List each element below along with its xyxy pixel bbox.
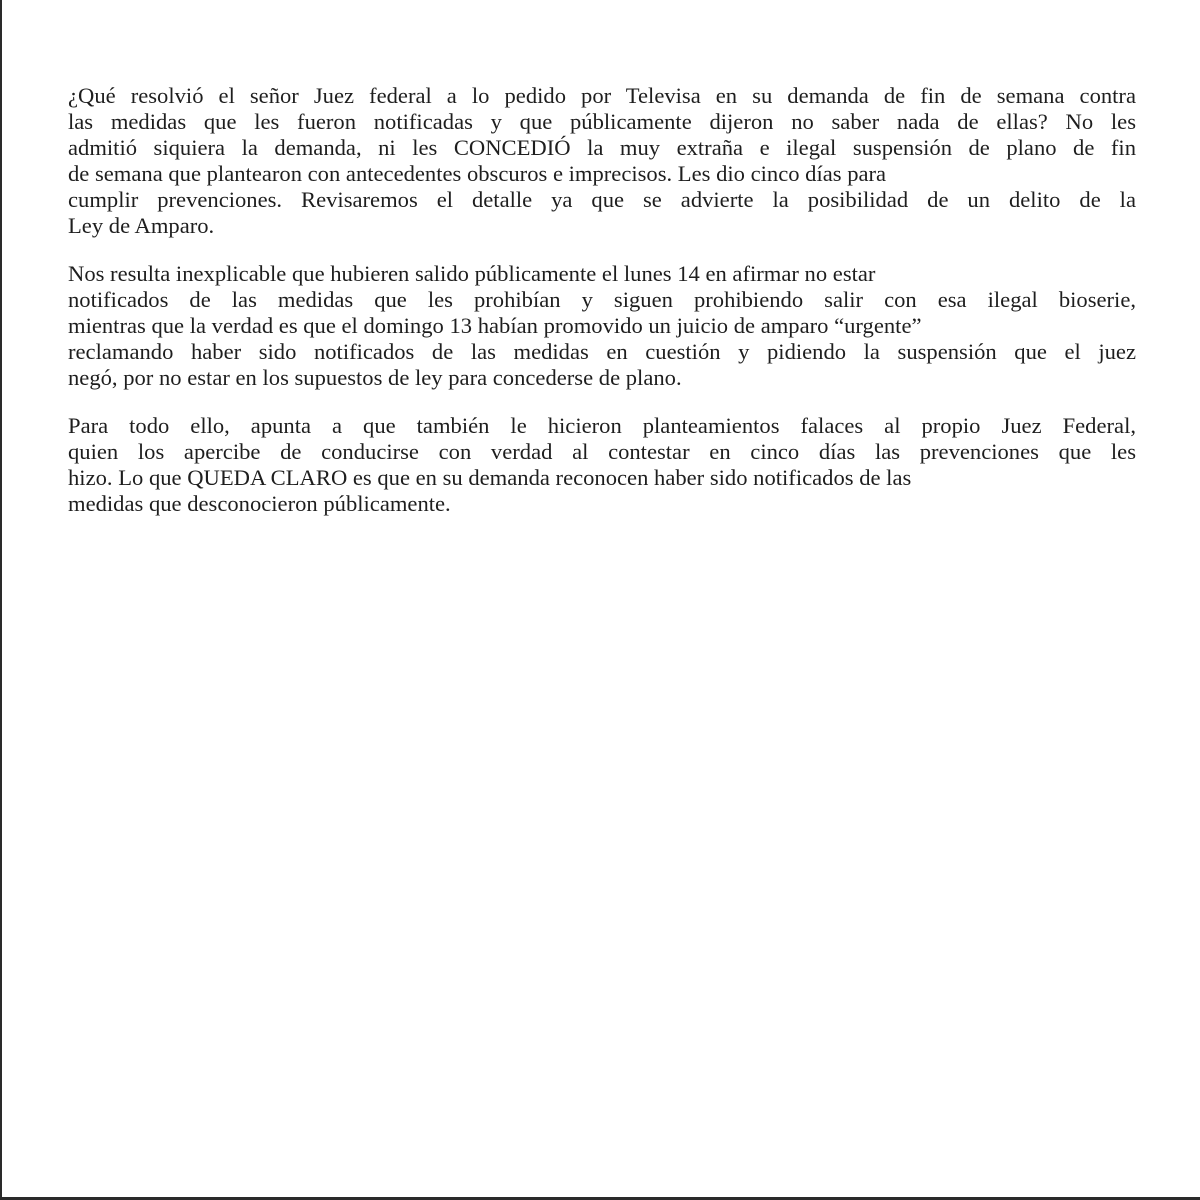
text-line: cumplir prevenciones. Revisaremos el detalle ya que se advierte la posibilidad de un delito de la	[68, 187, 1136, 212]
paragraph-1	[68, 83, 1136, 239]
text-line: negó, por no estar en los supuestos de ley para concederse de plano.	[68, 365, 682, 390]
paragraph-3	[68, 413, 1136, 517]
text-line: quien los apercibe de conducirse con verdad al contestar en cinco días las prevenciones que les	[68, 439, 1136, 464]
text-line: medidas que desconocieron públicamente.	[68, 491, 451, 516]
document-body	[68, 83, 1136, 539]
paragraph-2	[68, 261, 1136, 391]
text-line: Ley de Amparo.	[68, 213, 215, 238]
text-line: notificados de las medidas que les prohibían y siguen prohibiendo salir con esa ilegal bioserie,	[68, 287, 1136, 312]
text-line: mientras que la verdad es que el domingo 13 habían promovido un juicio de amparo “urgente”	[68, 313, 922, 338]
text-line: las medidas que les fueron notificadas y que públicamente dijeron no saber nada de ellas? No les	[68, 109, 1136, 134]
text-line: admitió siquiera la demanda, ni les CONCEDIÓ la muy extraña e ilegal suspensión de plano de fin	[68, 135, 1136, 160]
text-line: de semana que plantearon con antecedentes obscuros e imprecisos. Les dio cinco días para	[68, 161, 887, 186]
text-line: Nos resulta inexplicable que hubieren salido públicamente el lunes 14 en afirmar no estar	[68, 261, 876, 286]
text-line: Para todo ello, apunta a que también le hicieron planteamientos falaces al propio Juez Federal,	[68, 413, 1136, 438]
text-line: hizo. Lo que QUEDA CLARO es que en su demanda reconocen haber sido notificados de las	[68, 465, 912, 490]
text-line: ¿Qué resolvió el señor Juez federal a lo pedido por Televisa en su demanda de fin de semana contra	[68, 83, 1136, 108]
text-line: reclamando haber sido notificados de las medidas en cuestión y pidiendo la suspensión que el juez	[68, 339, 1136, 364]
